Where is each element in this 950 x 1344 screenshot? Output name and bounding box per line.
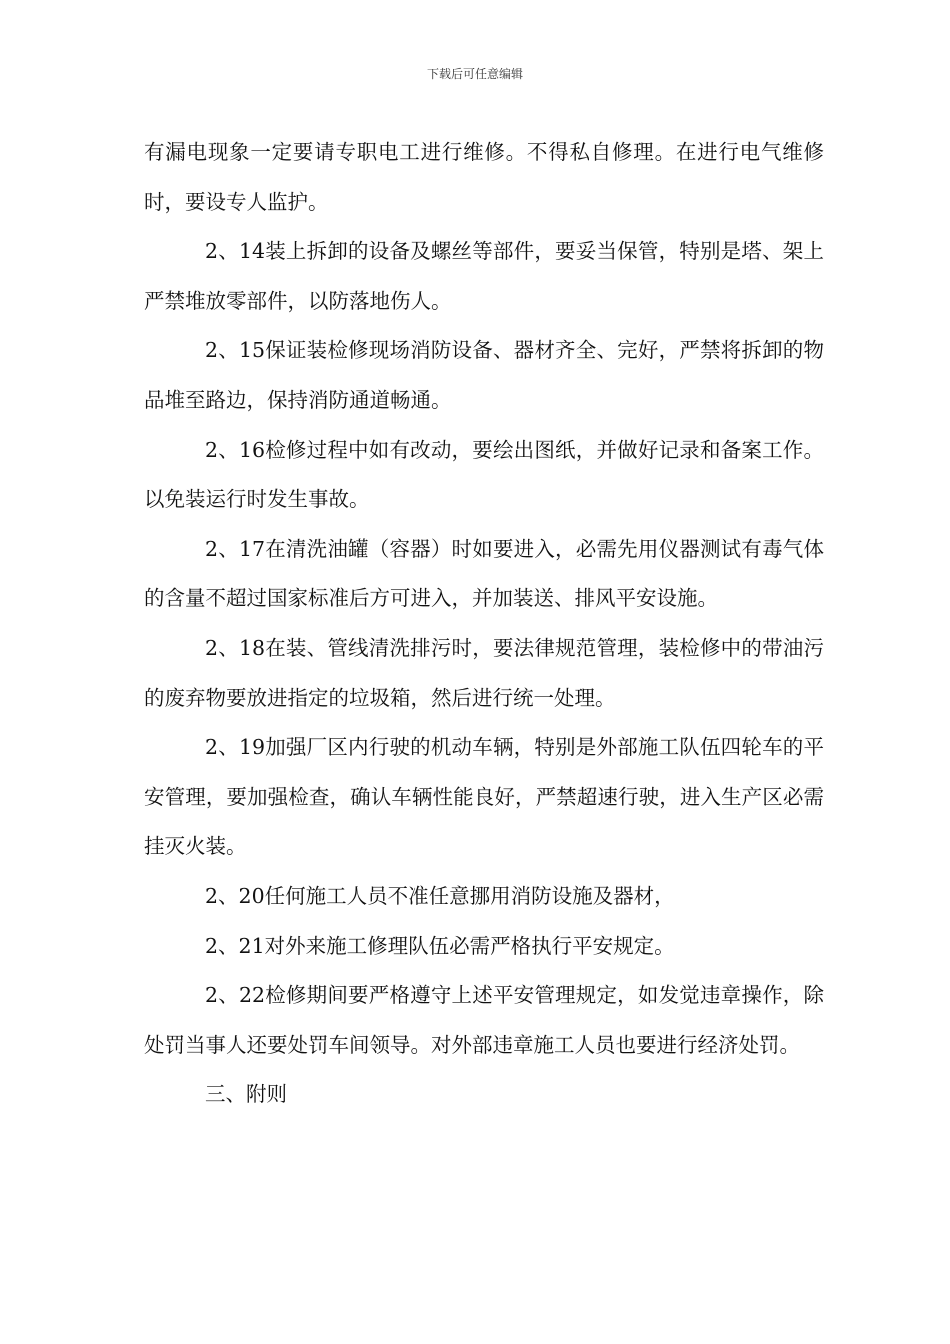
paragraph-2-22: 2、22检修期间要严格遵守上述平安管理规定，如发觉违章操作，除处罚当事人还要处罚车间领导。对外部违章施工人员也要进行经济处罚。 [144,983,824,1057]
document-body [144,128,824,1120]
page-header: 下载后可任意编辑 [426,67,523,81]
paragraph-1: 有漏电现象一定要请专职电工进行维修。不得私自修理。在进行电气维修时，要设专人监护。 [144,140,824,214]
paragraph-2-15: 2、15保证装检修现场消防设备、器材齐全、完好，严禁将拆卸的物品堆至路边，保持消防通道畅通。 [144,338,824,412]
paragraph-2-20: 2、20任何施工人员不准任意挪用消防设施及器材， [205,883,675,908]
paragraph-2-17: 2、17在清洗油罐（容器）时如要进入，必需先用仪器测试有毒气体的含量不超过国家标准后方可进入，并加装送、排风平安设施。 [144,536,824,611]
paragraph-2-19: 2、19加强厂区内行驶的机动车辆，特别是外部施工队伍四轮车的平安管理，要加强检查，确认车辆性能良好，严禁超速行驶，进入生产区必需挂灭火装。 [144,735,824,859]
paragraph-2-16: 2、16检修过程中如有改动，要绘出图纸，并做好记录和备案工作。以免装运行时发生事故。 [144,437,824,512]
paragraph-2-18: 2、18在装、管线清洗排污时，要法律规范管理，装检修中的带油污的废弃物要放进指定的垃圾箱，然后进行统一处理。 [144,635,824,710]
paragraph-2-21: 2、21对外来施工修理队伍必需严格执行平安规定。 [205,933,675,958]
paragraph-2-14: 2、14装上拆卸的设备及螺丝等部件，要妥当保管，特别是塔、架上严禁堆放零部件，以防落地伤人。 [144,239,824,313]
section-heading-appendix: 三、附则 [205,1082,287,1107]
